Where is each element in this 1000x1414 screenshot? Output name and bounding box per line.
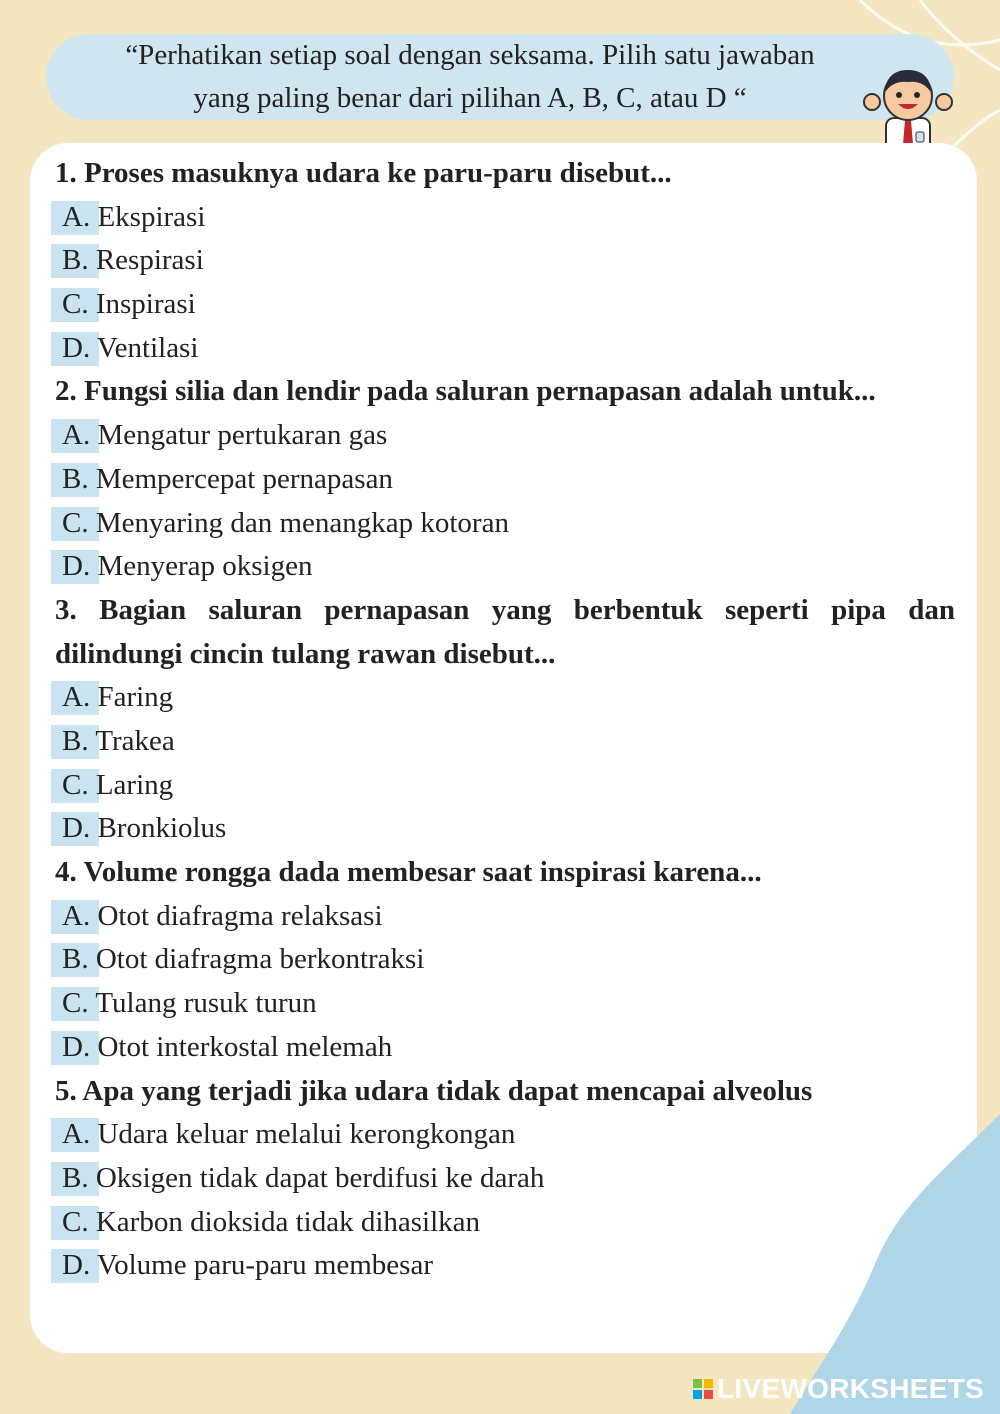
brand-text: LIVEWORKSHEETS [717,1373,985,1404]
answer-option[interactable] [55,938,955,982]
answer-option-label: B. Mempercepat pernapasan [62,462,393,495]
answer-option-label: D. Menyerap oksigen [62,550,313,583]
answer-option-label: C. Menyaring dan menangkap kotoran [62,506,509,539]
question-text: 4. Volume rongga dada membesar saat inspirasi karena... [55,856,762,889]
answer-option-label: D. Otot interkostal melemah [62,1030,393,1063]
answer-option[interactable] [55,545,955,589]
answer-option[interactable] [55,1244,955,1288]
answer-option-label: D. Bronkiolus [62,812,227,845]
question-text: 1. Proses masuknya udara ke paru-paru disebut... [55,157,672,189]
instruction-bubble [46,34,954,120]
answer-option-label: B. Otot diafragma berkontraksi [62,943,425,976]
question-block [55,589,955,851]
answer-option-label: C. Tulang rusuk turun [62,987,317,1020]
question-text: 2. Fungsi silia dan lendir pada saluran pernapasan adalah untuk... [55,375,876,408]
answer-option[interactable] [55,414,955,458]
question-list [55,152,955,1288]
answer-option[interactable] [55,1157,955,1201]
answer-option-label: C. Inspirasi [62,288,196,321]
question-text: 5. Apa yang terjadi jika udara tidak dapat mencapai alveolus [55,1074,813,1107]
student-mascot-icon [858,62,958,156]
answer-option-label: C. Karbon dioksida tidak dihasilkan [62,1205,481,1238]
answer-option[interactable] [55,720,955,764]
answer-option-label: C. Laring [62,768,174,801]
answer-option[interactable] [55,1026,955,1070]
answer-option-label: A. Otot diafragma relaksasi [62,899,383,932]
answer-option-label: A. Mengatur pertukaran gas [62,419,388,452]
question-block [55,370,955,588]
answer-option-label: B. Trakea [62,725,175,757]
liveworksheets-logo-icon [693,1379,713,1399]
question-block [55,152,955,370]
answer-option[interactable] [55,327,955,371]
answer-option-label: D. Ventilasi [62,331,199,364]
answer-option[interactable] [55,1113,955,1157]
answer-option[interactable] [55,1201,955,1245]
answer-option-label: D. Volume paru-paru membesar [62,1249,433,1282]
brand-watermark [693,1374,984,1404]
question-text: 3. Bagian saluran pernapasan yang berbentuk seperti pipa dan dilindungi cincin tulang rawan disebut... [55,593,955,670]
answer-option-label: A. Faring [62,681,174,714]
answer-option[interactable] [55,283,955,327]
answer-option-label: A. Udara keluar melalui kerongkongan [62,1118,516,1151]
answer-option-label: A. Ekspirasi [62,200,206,233]
answer-option[interactable] [55,502,955,546]
answer-option[interactable] [55,982,955,1026]
answer-option[interactable] [55,895,955,939]
answer-option[interactable] [55,676,955,720]
answer-option[interactable] [55,764,955,808]
answer-option[interactable] [55,807,955,851]
answer-option-label: B. Oksigen tidak dapat berdifusi ke darah [62,1161,545,1194]
answer-option[interactable] [55,239,955,283]
answer-option[interactable] [55,458,955,502]
answer-option[interactable] [55,196,955,240]
question-block [55,1070,955,1288]
instruction-line-1: “Perhatikan setiap soal dengan seksama. Pilih satu jawaban [125,39,815,71]
answer-option-label: B. Respirasi [62,244,204,277]
question-block [55,851,955,1069]
instruction-line-2: yang paling benar dari pilihan A, B, C, atau D “ [193,82,747,114]
